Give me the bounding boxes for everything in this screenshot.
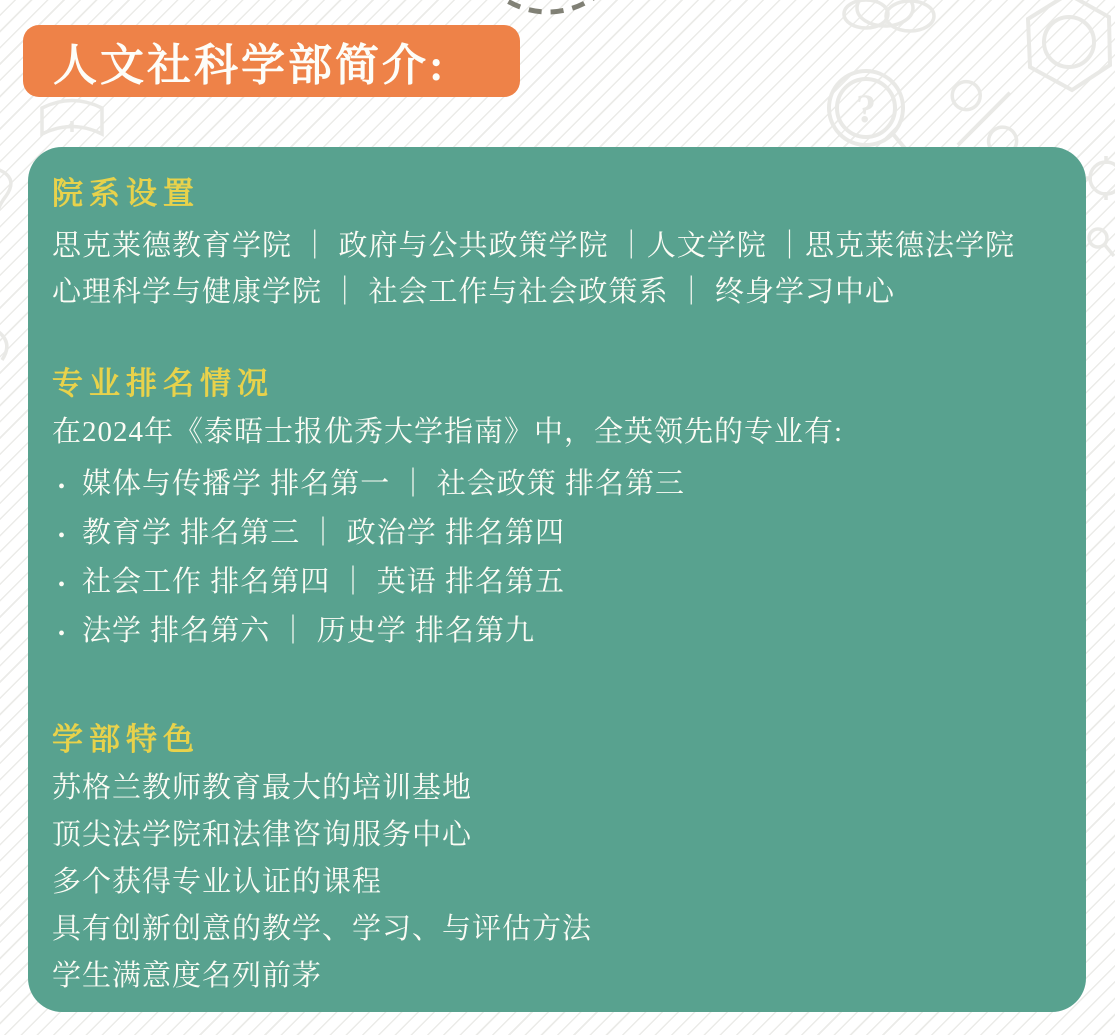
list-item — [52, 559, 1064, 608]
section-heading-rankings: 专业排名情况 — [52, 366, 274, 401]
department-list — [52, 223, 1064, 315]
bullet-dot: • — [58, 574, 66, 596]
page-title: 人文社科学部简介: — [53, 41, 447, 90]
feature-line: 多个获得专业认证的课程 — [52, 866, 383, 898]
department-line: 心理科学与健康学院 ｜ 社会工作与社会政策系 ｜ 终身学习中心 — [52, 276, 896, 308]
hex-nut-icon — [1028, 0, 1110, 90]
rankings-list — [52, 461, 1064, 657]
intro-card — [28, 147, 1086, 1012]
gear-icon — [1086, 156, 1115, 200]
bullet-dot: • — [58, 623, 66, 645]
feature-line: 具有创新创意的教学、学习、与评估方法 — [52, 913, 593, 945]
dashed-circle-icon — [468, 0, 628, 12]
question-magnifier-icon — [829, 71, 908, 152]
feature-line: 苏格兰教师教育最大的培训基地 — [52, 772, 473, 804]
list-item — [52, 608, 1064, 657]
rankings-intro: 在2024年《泰晤士报优秀大学指南》中，全英领先的专业有: — [52, 416, 844, 448]
page-title-banner — [23, 25, 520, 97]
feature-line: 顶尖法学院和法律咨询服务中心 — [52, 819, 473, 851]
scribble-icon — [844, 0, 934, 31]
list-item — [52, 461, 1064, 510]
features-list — [52, 765, 1064, 1000]
key-icon — [1089, 229, 1114, 256]
feature-line: 学生满意度名列前茅 — [52, 960, 323, 992]
percent-icon — [942, 79, 1027, 158]
ranking-text: 法学 排名第六 ｜ 历史学 排名第九 — [82, 615, 536, 647]
bullet-dot: • — [58, 476, 66, 498]
list-item — [52, 510, 1064, 559]
section-heading-departments: 院系设置 — [52, 176, 200, 211]
bullet-dot: • — [58, 525, 66, 547]
ranking-text: 社会工作 排名第四 ｜ 英语 排名第五 — [82, 566, 566, 598]
ranking-text: 教育学 排名第三 ｜ 政治学 排名第四 — [82, 517, 566, 549]
svg-text:?: ? — [856, 86, 876, 131]
book-icon — [42, 101, 102, 135]
department-line: 思克莱德教育学院 ｜ 政府与公共政策学院 ｜人文学院 ｜思克莱德法学院 — [52, 230, 1016, 262]
section-heading-features: 学部特色 — [52, 722, 200, 757]
ranking-text: 媒体与传播学 排名第一 ｜ 社会政策 排名第三 — [82, 468, 686, 500]
left-scribble-icon — [0, 168, 11, 360]
